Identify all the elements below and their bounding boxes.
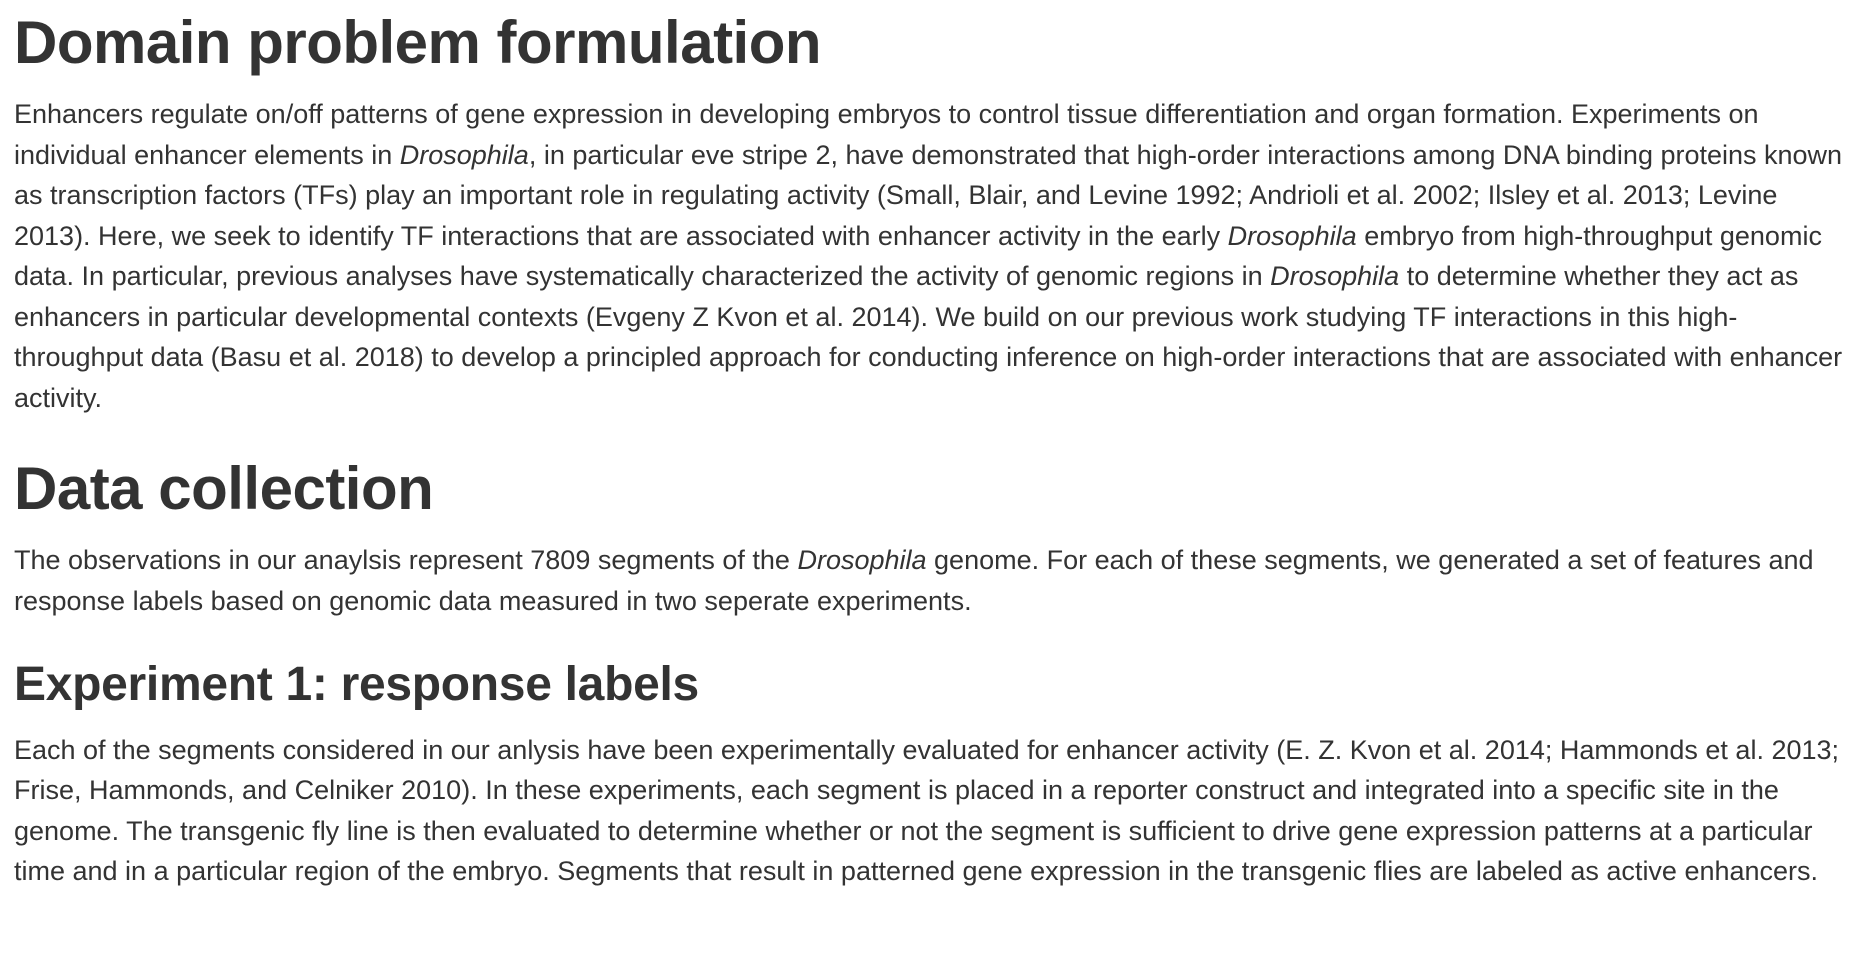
section-heading-domain-problem: Domain problem formulation	[14, 9, 822, 76]
text-run: Enhancers regulate on/off patterns of gene expression in developing embryos to control tissue differentiation and organ formation. Experiments on individual enhancer elements in	[14, 99, 1759, 170]
text-run: to determine whether they act as enhancers in particular developmental contexts (Evgeny Z Kvon et al. 2014). We build on our previous work studying TF interactions in this high-throughput data (Basu et al. 2018) to develop a principled approach for conducting inference on high-order interactions that are associated with enhancer activity.	[14, 261, 1843, 413]
italic-species-name: Drosophila	[1270, 261, 1400, 291]
section-heading-data-collection: Data collection	[14, 455, 434, 522]
italic-species-name: Drosophila	[797, 545, 927, 575]
text-run: Each of the segments considered in our anlysis have been experimentally evaluated for enhancer activity (E. Z. Kvon et al. 2014; Hammonds et al. 2013; Frise, Hammonds, and Celniker 2010). In these experiments, each segment is placed in a reporter construct and integrated into a specific site in the genome. The transgenic fly line is then evaluated to determine whether or not the segment is sufficient to drive gene expression patterns at a particular time and in a particular region of the embryo. Segments that result in patterned gene expression in the transgenic flies are labeled as active enhancers.	[14, 734, 1840, 887]
italic-species-name: Drosophila	[399, 139, 529, 170]
text-run: embryo from high-throughput genomic data. In particular, previous analyses have systematically characterized the activity of genomic regions in	[14, 220, 1822, 291]
section-paragraph-domain-problem	[14, 94, 1860, 418]
section-paragraph-experiment-1	[14, 730, 1860, 892]
text-run: , in particular eve stripe 2, have demonstrated that high-order interactions among DNA binding proteins known as transcription factors (TFs) play an important role in regulating activity (Small, Blair, and Levine 1992; Andrioli et al. 2002; Ilsley et al. 2013; Levine 2013). Here, we seek to identify TF interactions that are associated with enhancer activity in the early	[14, 139, 1843, 251]
section-paragraph-data-collection	[14, 540, 1860, 621]
text-run: genome. For each of these segments, we generated a set of features and response labels based on genomic data measured in two seperate experiments.	[14, 545, 1814, 616]
text-run: The observations in our anaylsis represent 7809 segments of the	[14, 545, 798, 575]
section-heading-experiment-1: Experiment 1: response labels	[14, 658, 699, 711]
document-page	[0, 10, 1874, 892]
italic-species-name: Drosophila	[1227, 220, 1357, 251]
